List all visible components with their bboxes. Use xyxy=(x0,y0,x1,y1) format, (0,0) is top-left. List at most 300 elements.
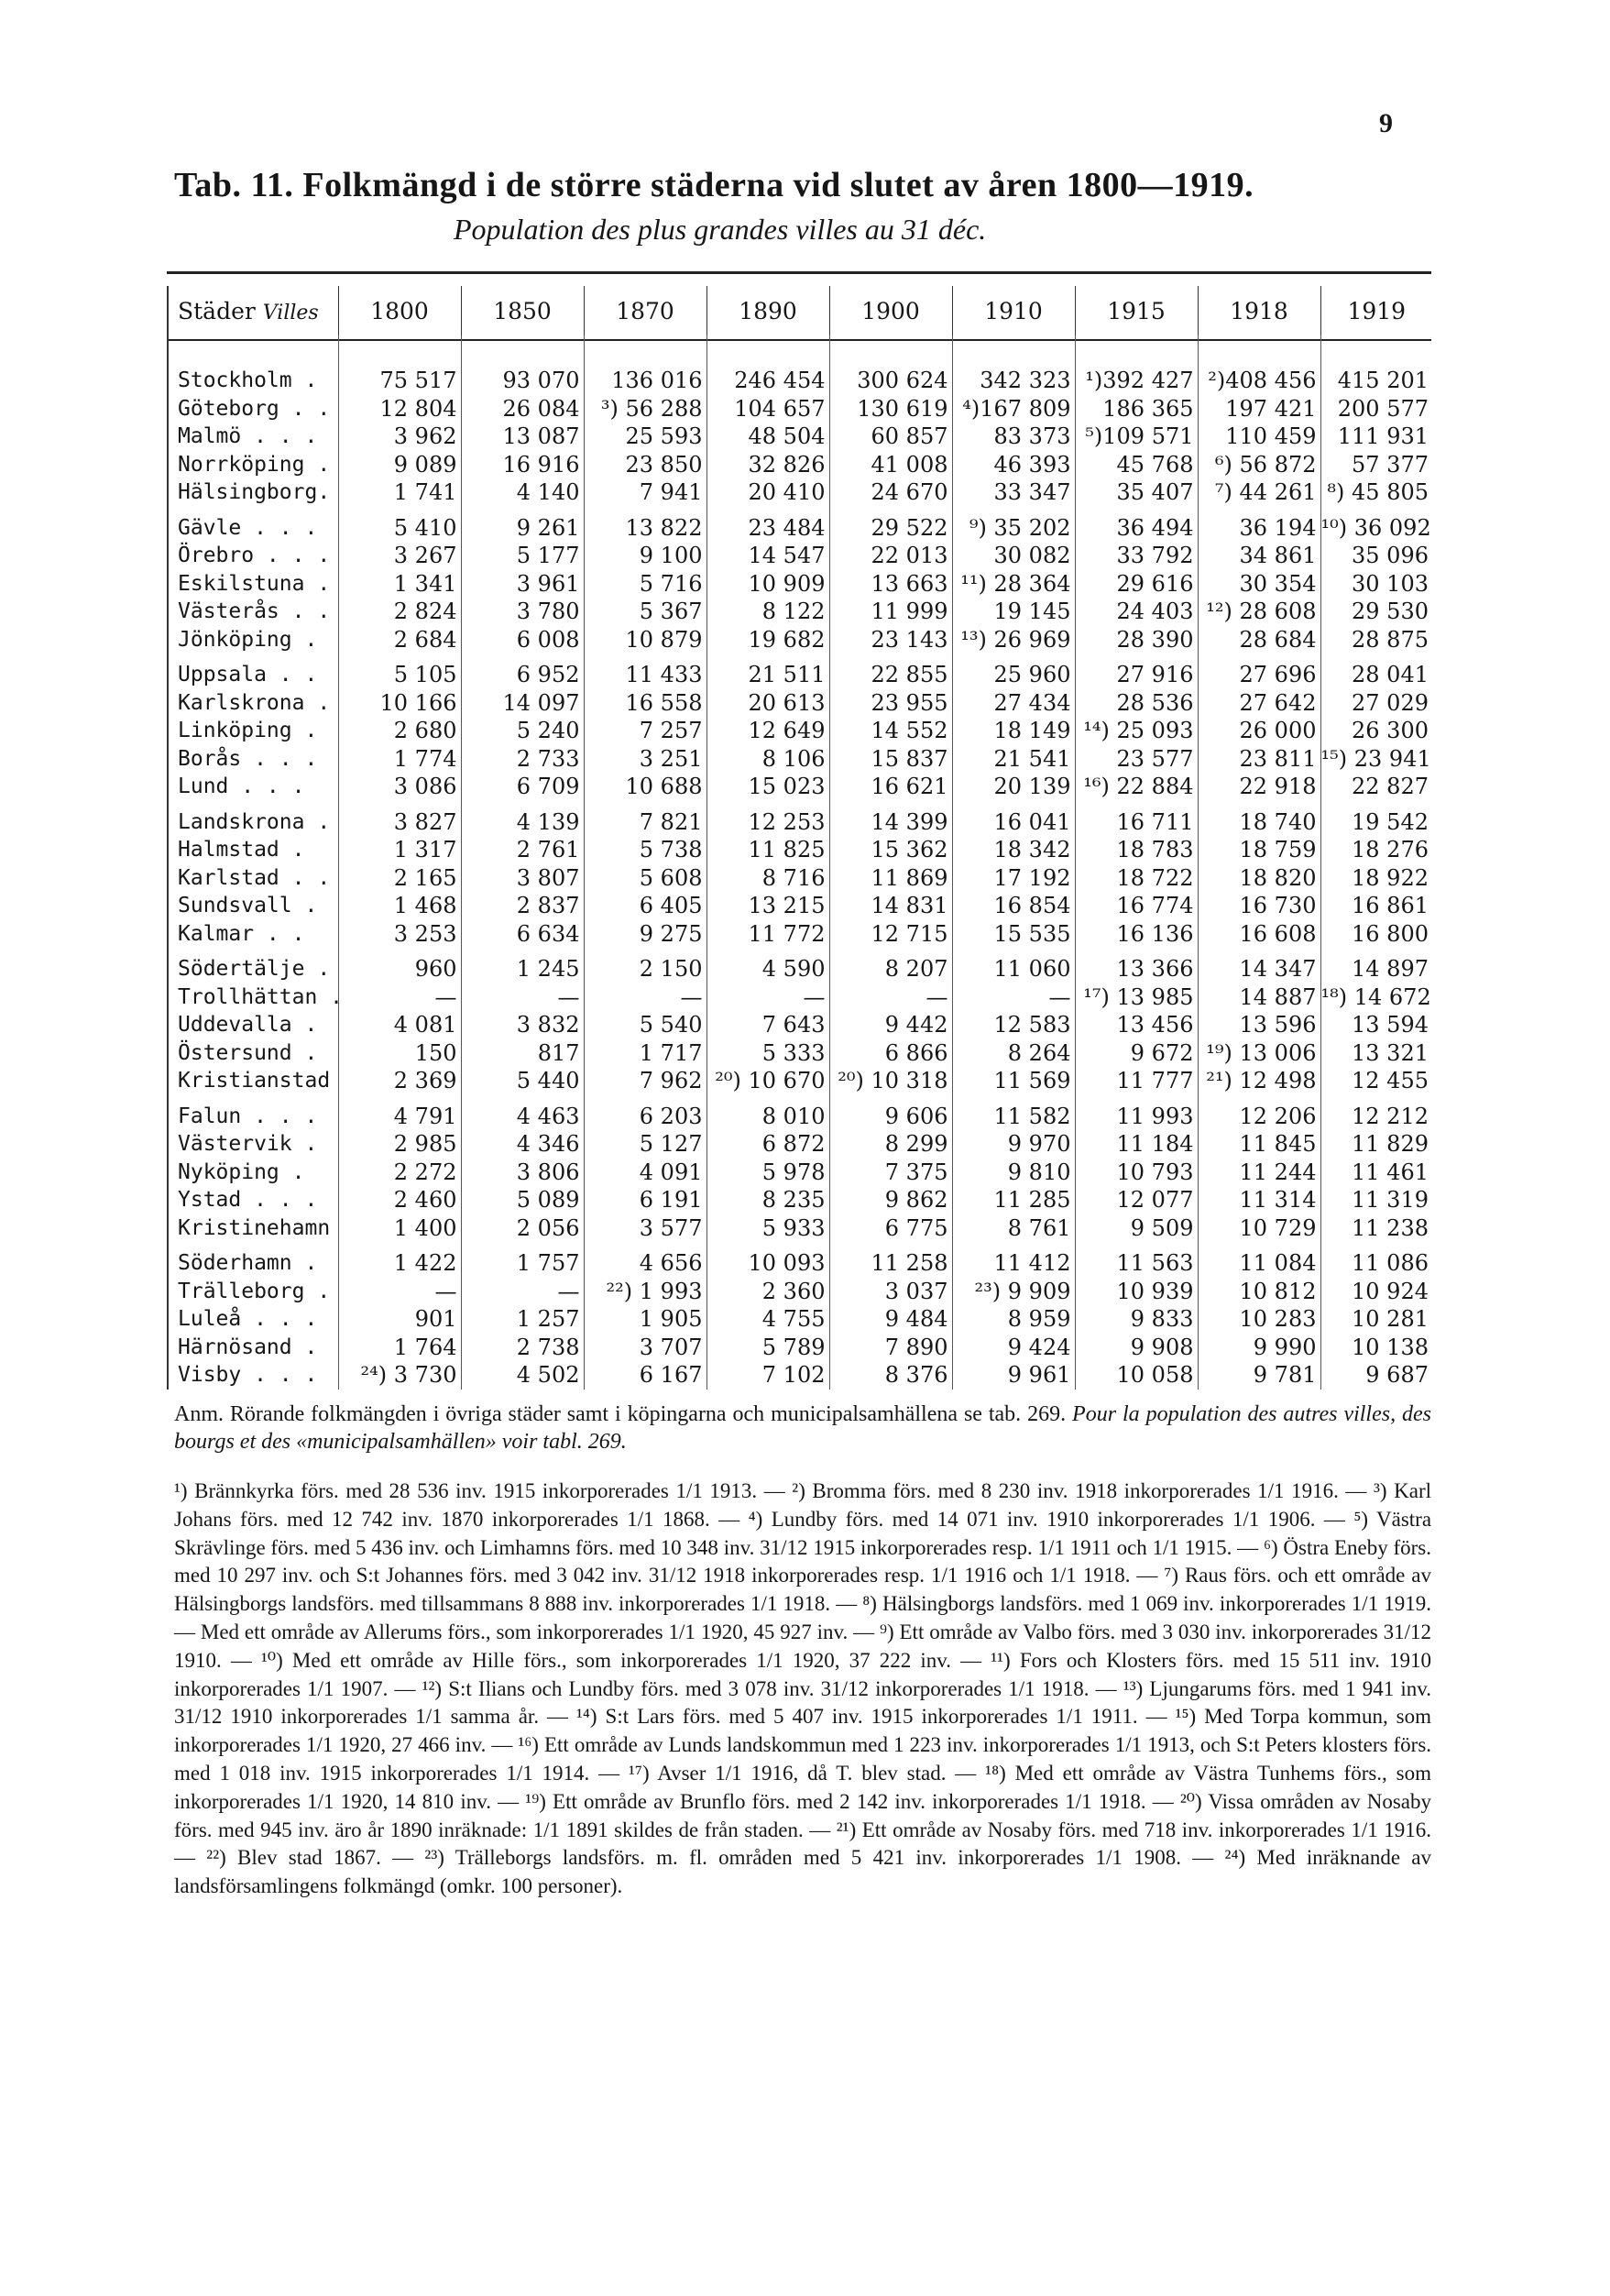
footnote: ²⁰) Vissa områden av Nosaby förs. med 945 inv. äro år 1890 inräknade: 1/1 1891 skildes de från staden. — xyxy=(174,1789,1432,1841)
population-cell: 11 772 xyxy=(706,920,829,949)
population-cell: 1 774 xyxy=(338,745,461,774)
table-row xyxy=(168,598,1432,626)
population-cell: 11 777 xyxy=(1075,1067,1198,1095)
table-row xyxy=(168,1214,1432,1243)
population-cell: 18 342 xyxy=(952,836,1075,864)
population-cell: ⁸) 45 805 xyxy=(1320,478,1432,507)
population-cell: 3 267 xyxy=(338,542,461,570)
population-cell: ⁶) 56 872 xyxy=(1198,451,1320,479)
city-name: Borås . . . xyxy=(168,745,338,774)
population-cell: 19 145 xyxy=(952,598,1075,626)
city-name: Gävle . . . xyxy=(168,507,338,543)
footnote: ⁴) Lundby förs. med 14 071 inv. 1910 inkorporerades 1/1 1906. — xyxy=(748,1507,1345,1531)
population-cell: 2 837 xyxy=(461,892,584,920)
population-cell: ¹⁹) 13 006 xyxy=(1198,1039,1320,1068)
city-header-fr: Villes xyxy=(262,301,319,324)
population-cell: 9 606 xyxy=(829,1095,952,1131)
population-cell: 10 729 xyxy=(1198,1214,1320,1243)
spacer-row xyxy=(168,335,1432,367)
population-cell: ⁴)167 809 xyxy=(952,395,1075,423)
table-row xyxy=(168,1361,1432,1390)
table-row xyxy=(168,920,1432,949)
population-cell: 9 781 xyxy=(1198,1361,1320,1390)
population-cell: 8 207 xyxy=(829,948,952,983)
population-cell: 23 577 xyxy=(1075,745,1198,774)
population-cell: 6 405 xyxy=(584,892,706,920)
population-cell: — xyxy=(706,983,829,1012)
population-cell: 30 103 xyxy=(1320,570,1432,599)
population-cell: 23 143 xyxy=(829,626,952,654)
footnote: ⁹) Ett område av Valbo förs. med 3 030 inv. inkorporerades 31/12 1910. — xyxy=(174,1620,1431,1672)
population-cell: 14 831 xyxy=(829,892,952,920)
population-cell: 9 442 xyxy=(829,1011,952,1039)
city-name: Stockholm . xyxy=(168,367,338,395)
population-cell: 27 642 xyxy=(1198,689,1320,718)
population-cell: 21 541 xyxy=(952,745,1075,774)
population-cell: ²²) 1 993 xyxy=(584,1278,706,1306)
city-name: Jönköping . xyxy=(168,626,338,654)
table-row xyxy=(168,1186,1432,1214)
city-column-header xyxy=(168,286,338,335)
population-cell: 2 738 xyxy=(461,1334,584,1362)
population-cell: 10 093 xyxy=(706,1242,829,1278)
population-cell: ²⁰) 10 318 xyxy=(829,1067,952,1095)
population-cell: 18 722 xyxy=(1075,864,1198,893)
population-cell: 1 341 xyxy=(338,570,461,599)
population-cell: ¹¹) 28 364 xyxy=(952,570,1075,599)
population-cell: 16 730 xyxy=(1198,892,1320,920)
population-cell: 4 656 xyxy=(584,1242,706,1278)
population-cell: 9 687 xyxy=(1320,1361,1432,1390)
population-cell: 11 314 xyxy=(1198,1186,1320,1214)
city-name: Trälleborg . xyxy=(168,1278,338,1306)
table-row xyxy=(168,1159,1432,1187)
population-cell: 6 191 xyxy=(584,1186,706,1214)
population-cell: 3 707 xyxy=(584,1334,706,1362)
population-cell: 20 410 xyxy=(706,478,829,507)
population-cell: 2 369 xyxy=(338,1067,461,1095)
population-cell: 3 961 xyxy=(461,570,584,599)
population-cell: 18 149 xyxy=(952,717,1075,745)
footnote: ¹⁵) Med Torpa kommun, som inkorporerades 1/1 1920, 27 466 inv. — xyxy=(174,1705,1431,1757)
population-cell: ¹⁸) 14 672 xyxy=(1320,983,1431,1010)
population-cell: 16 861 xyxy=(1320,892,1432,920)
population-cell: 5 540 xyxy=(584,1011,706,1039)
population-cell: 1 257 xyxy=(461,1305,584,1334)
population-cell: 22 013 xyxy=(829,542,952,570)
table-row xyxy=(168,717,1432,745)
population-cell: 130 619 xyxy=(829,395,952,423)
population-cell: 10 939 xyxy=(1075,1278,1198,1306)
population-cell: 3 251 xyxy=(584,745,706,774)
population-cell: — xyxy=(584,983,706,1012)
population-cell: 9 261 xyxy=(461,507,584,543)
population-cell: 10 283 xyxy=(1198,1305,1320,1334)
population-cell: 3 037 xyxy=(829,1278,952,1306)
table-row xyxy=(168,1095,1432,1131)
population-cell: 14 097 xyxy=(461,689,584,718)
population-cell: 11 285 xyxy=(952,1186,1075,1214)
population-cell: 9 810 xyxy=(952,1159,1075,1187)
table-note xyxy=(174,1401,1431,1456)
population-cell: 8 010 xyxy=(706,1095,829,1131)
footnote: ¹⁷) Avser 1/1 1916, då T. blev stad. — xyxy=(629,1761,977,1785)
population-cell: 9 990 xyxy=(1198,1334,1320,1362)
population-cell: 16 711 xyxy=(1075,801,1198,837)
population-cell: 16 854 xyxy=(952,892,1075,920)
population-cell: 11 582 xyxy=(952,1095,1075,1131)
population-cell: 4 140 xyxy=(461,478,584,507)
population-cell: 110 459 xyxy=(1198,423,1320,451)
table-row xyxy=(168,1011,1432,1039)
population-cell: ¹²) 28 608 xyxy=(1198,598,1320,626)
population-cell: 28 875 xyxy=(1320,626,1432,654)
population-cell: 83 373 xyxy=(952,423,1075,451)
population-cell: 24 670 xyxy=(829,478,952,507)
city-name: Trollhättan . xyxy=(168,983,338,1012)
population-cell: 8 761 xyxy=(952,1214,1075,1243)
population-cell: ¹⁷) 13 985 xyxy=(1075,983,1198,1012)
city-name: Örebro . . . xyxy=(168,542,338,570)
city-name: Södertälje . xyxy=(168,948,338,983)
population-cell: 342 323 xyxy=(952,367,1075,395)
population-cell: 23 955 xyxy=(829,689,952,718)
population-cell: 11 244 xyxy=(1198,1159,1320,1187)
population-cell: 7 102 xyxy=(706,1361,829,1390)
population-cell: 11 845 xyxy=(1198,1130,1320,1159)
population-cell: 104 657 xyxy=(706,395,829,423)
population-cell: 9 424 xyxy=(952,1334,1075,1362)
population-cell: 19 542 xyxy=(1320,801,1432,837)
city-name: Kristianstad xyxy=(168,1067,338,1095)
population-cell: 4 791 xyxy=(338,1095,461,1131)
footnote: ⁸) Hälsingborgs landsförs. med 1 069 inv. inkorporerades 1/1 1919. — Med ett område av Allerums förs., som inkorporerades 1/1 1920, 45 927 inv. — xyxy=(174,1592,1431,1643)
footnote: ²¹) Ett område av Nosaby förs. med 718 inv. inkorporerades 1/1 1916. — xyxy=(174,1818,1431,1870)
population-cell: 1 400 xyxy=(338,1214,461,1243)
population-cell: ²⁰) 10 670 xyxy=(706,1067,829,1095)
table-row xyxy=(168,1067,1432,1095)
population-cell: 11 461 xyxy=(1320,1159,1432,1187)
population-cell: 4 139 xyxy=(461,801,584,837)
population-cell: 13 321 xyxy=(1320,1039,1432,1068)
population-cell: 9 275 xyxy=(584,920,706,949)
population-cell: 11 993 xyxy=(1075,1095,1198,1131)
year-header: 1915 xyxy=(1075,286,1198,335)
table-row xyxy=(168,367,1432,395)
population-cell: 6 634 xyxy=(461,920,584,949)
year-header: 1919 xyxy=(1320,286,1432,335)
population-cell: — xyxy=(829,983,952,1012)
population-cell: 15 837 xyxy=(829,745,952,774)
table-row xyxy=(168,423,1432,451)
population-cell: 9 961 xyxy=(952,1361,1075,1390)
population-cell: 20 613 xyxy=(706,689,829,718)
population-cell: 5 608 xyxy=(584,864,706,893)
population-cell: 11 084 xyxy=(1198,1242,1320,1278)
population-cell: 27 434 xyxy=(952,689,1075,718)
city-name: Västerås . . xyxy=(168,598,338,626)
population-cell: ¹⁴) 25 093 xyxy=(1075,717,1198,745)
population-cell: ⁵)109 571 xyxy=(1075,423,1198,451)
population-cell: 7 821 xyxy=(584,801,706,837)
population-cell: 15 023 xyxy=(706,773,829,801)
population-cell: 5 789 xyxy=(706,1334,829,1362)
population-cell: 12 715 xyxy=(829,920,952,949)
year-header: 1910 xyxy=(952,286,1075,335)
population-cell: 10 924 xyxy=(1320,1278,1432,1306)
population-cell: 9 509 xyxy=(1075,1214,1198,1243)
population-cell: 13 663 xyxy=(829,570,952,599)
population-cell: 2 056 xyxy=(461,1214,584,1243)
population-cell: 415 201 xyxy=(1320,367,1432,395)
population-cell: 4 590 xyxy=(706,948,829,983)
population-cell: 817 xyxy=(461,1039,584,1068)
population-cell: 6 775 xyxy=(829,1214,952,1243)
population-cell: 18 783 xyxy=(1075,836,1198,864)
population-cell: ¹³) 26 969 xyxy=(952,626,1075,654)
table-row xyxy=(168,948,1432,983)
population-cell: 300 624 xyxy=(829,367,952,395)
population-cell: 12 583 xyxy=(952,1011,1075,1039)
population-cell: 4 755 xyxy=(706,1305,829,1334)
population-cell: 9 833 xyxy=(1075,1305,1198,1334)
population-cell: — xyxy=(461,1278,584,1306)
population-cell: 2 684 xyxy=(338,626,461,654)
population-cell: 11 433 xyxy=(584,654,706,689)
population-cell: 15 362 xyxy=(829,836,952,864)
population-cell: 6 203 xyxy=(584,1095,706,1131)
population-cell: 16 916 xyxy=(461,451,584,479)
population-cell: — xyxy=(461,983,584,1012)
footnote: ¹²) S:t Ilians och Lundby förs. med 3 078 inv. 31/12 inkorporerades 1/1 1918. — xyxy=(422,1676,1117,1700)
population-cell: 28 536 xyxy=(1075,689,1198,718)
footnote: ¹⁴) S:t Lars förs. med 5 407 inv. 1915 inkorporerades 1/1 1911. — xyxy=(576,1705,1167,1729)
population-cell: 60 857 xyxy=(829,423,952,451)
city-name: Uppsala . . xyxy=(168,654,338,689)
city-name: Karlskrona . xyxy=(168,689,338,718)
population-cell: 9 970 xyxy=(952,1130,1075,1159)
population-cell: 22 827 xyxy=(1320,773,1432,801)
population-cell: 45 768 xyxy=(1075,451,1198,479)
population-cell: 1 245 xyxy=(461,948,584,983)
population-cell: 4 346 xyxy=(461,1130,584,1159)
table-row xyxy=(168,570,1432,599)
population-cell: 5 367 xyxy=(584,598,706,626)
population-cell: 6 008 xyxy=(461,626,584,654)
population-cell: 7 257 xyxy=(584,717,706,745)
population-cell: 26 084 xyxy=(461,395,584,423)
population-cell: 16 774 xyxy=(1075,892,1198,920)
population-cell: 23 811 xyxy=(1198,745,1320,774)
population-cell: 11 999 xyxy=(829,598,952,626)
population-cell: 111 931 xyxy=(1320,423,1432,451)
population-cell: 2 460 xyxy=(338,1186,461,1214)
population-cell: 16 558 xyxy=(584,689,706,718)
population-cell: 11 412 xyxy=(952,1242,1075,1278)
city-header-sv: Städer xyxy=(178,297,256,324)
year-header: 1890 xyxy=(706,286,829,335)
population-cell: 36 494 xyxy=(1075,507,1198,543)
population-cell: 14 347 xyxy=(1198,948,1320,983)
table-row xyxy=(168,892,1432,920)
table-row xyxy=(168,507,1432,543)
city-name: Halmstad . xyxy=(168,836,338,864)
city-name: Norrköping . xyxy=(168,451,338,479)
city-name: Sundsvall . xyxy=(168,892,338,920)
population-cell: 11 184 xyxy=(1075,1130,1198,1159)
population-cell: 3 807 xyxy=(461,864,584,893)
population-cell: 2 824 xyxy=(338,598,461,626)
population-cell: 25 593 xyxy=(584,423,706,451)
year-header: 1918 xyxy=(1198,286,1320,335)
footnote: ²²) Blev stad 1867. — xyxy=(206,1846,414,1870)
population-cell: 13 456 xyxy=(1075,1011,1198,1039)
population-cell: ¹⁶) 22 884 xyxy=(1075,773,1198,801)
year-header: 1800 xyxy=(338,286,461,335)
footnote: ⁵) Västra Skrävlinge förs. med 5 436 inv. och Limhamns förs. med 10 348 inv. 31/12 1915 inkorporerades resp. 1/1 1911 och 1/1 1915. — xyxy=(174,1507,1432,1559)
population-cell: 10 909 xyxy=(706,570,829,599)
population-cell: 6 167 xyxy=(584,1361,706,1390)
population-cell: 1 422 xyxy=(338,1242,461,1278)
population-cell: 14 547 xyxy=(706,542,829,570)
population-cell: ⁹) 35 202 xyxy=(952,507,1075,543)
city-name: Hälsingborg. xyxy=(168,478,338,507)
population-cell: — xyxy=(338,983,461,1012)
population-cell: 9 100 xyxy=(584,542,706,570)
table-row xyxy=(168,745,1432,774)
table-row xyxy=(168,983,1432,1012)
population-cell: 48 504 xyxy=(706,423,829,451)
population-cell: 13 596 xyxy=(1198,1011,1320,1039)
page-number: 9 xyxy=(1379,108,1393,138)
population-cell: 4 081 xyxy=(338,1011,461,1039)
footnote: ¹⁹) Ett område av Brunflo förs. med 2 142 inv. inkorporerades 1/1 1918. — xyxy=(525,1789,1174,1813)
population-cell: 5 716 xyxy=(584,570,706,599)
population-cell: ³) 56 288 xyxy=(584,395,706,423)
population-cell: 12 649 xyxy=(706,717,829,745)
population-cell: 11 238 xyxy=(1320,1214,1432,1243)
population-cell: 7 375 xyxy=(829,1159,952,1187)
city-name: Falun . . . xyxy=(168,1095,338,1131)
population-cell: 1 717 xyxy=(584,1039,706,1068)
population-cell: 30 082 xyxy=(952,542,1075,570)
population-cell: 33 347 xyxy=(952,478,1075,507)
population-cell: 2 761 xyxy=(461,836,584,864)
population-cell: 200 577 xyxy=(1320,395,1432,423)
table-title: Tab. 11. Folkmängd i de större städerna vid slutet av åren 1800—1919. xyxy=(174,166,1254,204)
city-name: Visby . . . xyxy=(168,1361,338,1390)
table-row xyxy=(168,626,1432,654)
footnote: ³) Karl Johans förs. med 12 742 inv. 1870 inkorporerades 1/1 1868. — xyxy=(174,1479,1432,1531)
population-cell: 1 317 xyxy=(338,836,461,864)
city-name: Linköping . xyxy=(168,717,338,745)
population-cell: 46 393 xyxy=(952,451,1075,479)
population-cell: 13 215 xyxy=(706,892,829,920)
table-row xyxy=(168,836,1432,864)
population-cell: 18 922 xyxy=(1320,864,1432,893)
population-cell: 5 738 xyxy=(584,836,706,864)
population-cell: 10 812 xyxy=(1198,1278,1320,1306)
population-cell: 2 150 xyxy=(584,948,706,983)
city-name: Västervik . xyxy=(168,1130,338,1159)
population-cell: 3 253 xyxy=(338,920,461,949)
population-cell: 9 908 xyxy=(1075,1334,1198,1362)
population-cell: 11 825 xyxy=(706,836,829,864)
population-cell: 27 916 xyxy=(1075,654,1198,689)
population-cell: 11 258 xyxy=(829,1242,952,1278)
population-cell: 6 952 xyxy=(461,654,584,689)
population-cell: 1 905 xyxy=(584,1305,706,1334)
population-cell: 22 855 xyxy=(829,654,952,689)
population-cell: 5 177 xyxy=(461,542,584,570)
population-cell: 22 918 xyxy=(1198,773,1320,801)
population-cell: 14 897 xyxy=(1320,948,1432,983)
population-cell: 75 517 xyxy=(338,367,461,395)
city-name: Göteborg . . xyxy=(168,395,338,423)
population-cell: 1 757 xyxy=(461,1242,584,1278)
population-cell: 32 826 xyxy=(706,451,829,479)
population-cell: 5 105 xyxy=(338,654,461,689)
population-cell: 14 552 xyxy=(829,717,952,745)
population-cell: 19 682 xyxy=(706,626,829,654)
population-cell: 8 376 xyxy=(829,1361,952,1390)
header-row xyxy=(168,286,1432,335)
population-cell: 4 091 xyxy=(584,1159,706,1187)
year-header: 1870 xyxy=(584,286,706,335)
population-cell: 10 138 xyxy=(1320,1334,1432,1362)
population-cell: 3 577 xyxy=(584,1214,706,1243)
population-cell: 18 759 xyxy=(1198,836,1320,864)
city-name: Söderhamn . xyxy=(168,1242,338,1278)
population-cell: 12 077 xyxy=(1075,1186,1198,1214)
population-cell: 3 832 xyxy=(461,1011,584,1039)
population-cell: ²⁴) 3 730 xyxy=(338,1361,461,1390)
year-header: 1850 xyxy=(461,286,584,335)
population-cell: 10 793 xyxy=(1075,1159,1198,1187)
population-cell: 18 820 xyxy=(1198,864,1320,893)
population-cell: 2 985 xyxy=(338,1130,461,1159)
population-cell: 30 354 xyxy=(1198,570,1320,599)
population-cell: 11 563 xyxy=(1075,1242,1198,1278)
population-cell: 13 822 xyxy=(584,507,706,543)
table-subtitle: Population des plus grandes villes au 31 déc. xyxy=(454,213,987,246)
population-cell: 34 861 xyxy=(1198,542,1320,570)
population-cell: 246 454 xyxy=(706,367,829,395)
population-cell: 5 333 xyxy=(706,1039,829,1068)
population-cell: 1 468 xyxy=(338,892,461,920)
city-name: Östersund . xyxy=(168,1039,338,1068)
city-name: Kalmar . . xyxy=(168,920,338,949)
population-cell: 16 041 xyxy=(952,801,1075,837)
city-name: Uddevalla . xyxy=(168,1011,338,1039)
population-cell: 5 410 xyxy=(338,507,461,543)
footnote: ¹⁰) Med ett område av Hille förs., som inkorporerades 1/1 1920, 37 222 inv. — xyxy=(261,1648,982,1672)
table-row xyxy=(168,1242,1432,1278)
population-cell: 6 709 xyxy=(461,773,584,801)
population-cell: 11 319 xyxy=(1320,1186,1432,1214)
population-cell: 2 272 xyxy=(338,1159,461,1187)
city-name: Härnösand . xyxy=(168,1334,338,1362)
population-cell: 11 060 xyxy=(952,948,1075,983)
population-cell: 57 377 xyxy=(1320,451,1432,479)
population-cell: 29 522 xyxy=(829,507,952,543)
footnote: ²³) Trälleborgs landsförs. m. fl. områden med 5 421 inv. inkorporerades 1/1 1908. — xyxy=(424,1846,1214,1870)
population-cell: 35 407 xyxy=(1075,478,1198,507)
population-cell: 3 806 xyxy=(461,1159,584,1187)
table-row xyxy=(168,478,1432,507)
footnote: ¹⁸) Med ett område av Västra Tunhems förs., som inkorporerades 1/1 1920, 14 810 inv. — xyxy=(174,1761,1431,1813)
population-cell: 3 086 xyxy=(338,773,461,801)
